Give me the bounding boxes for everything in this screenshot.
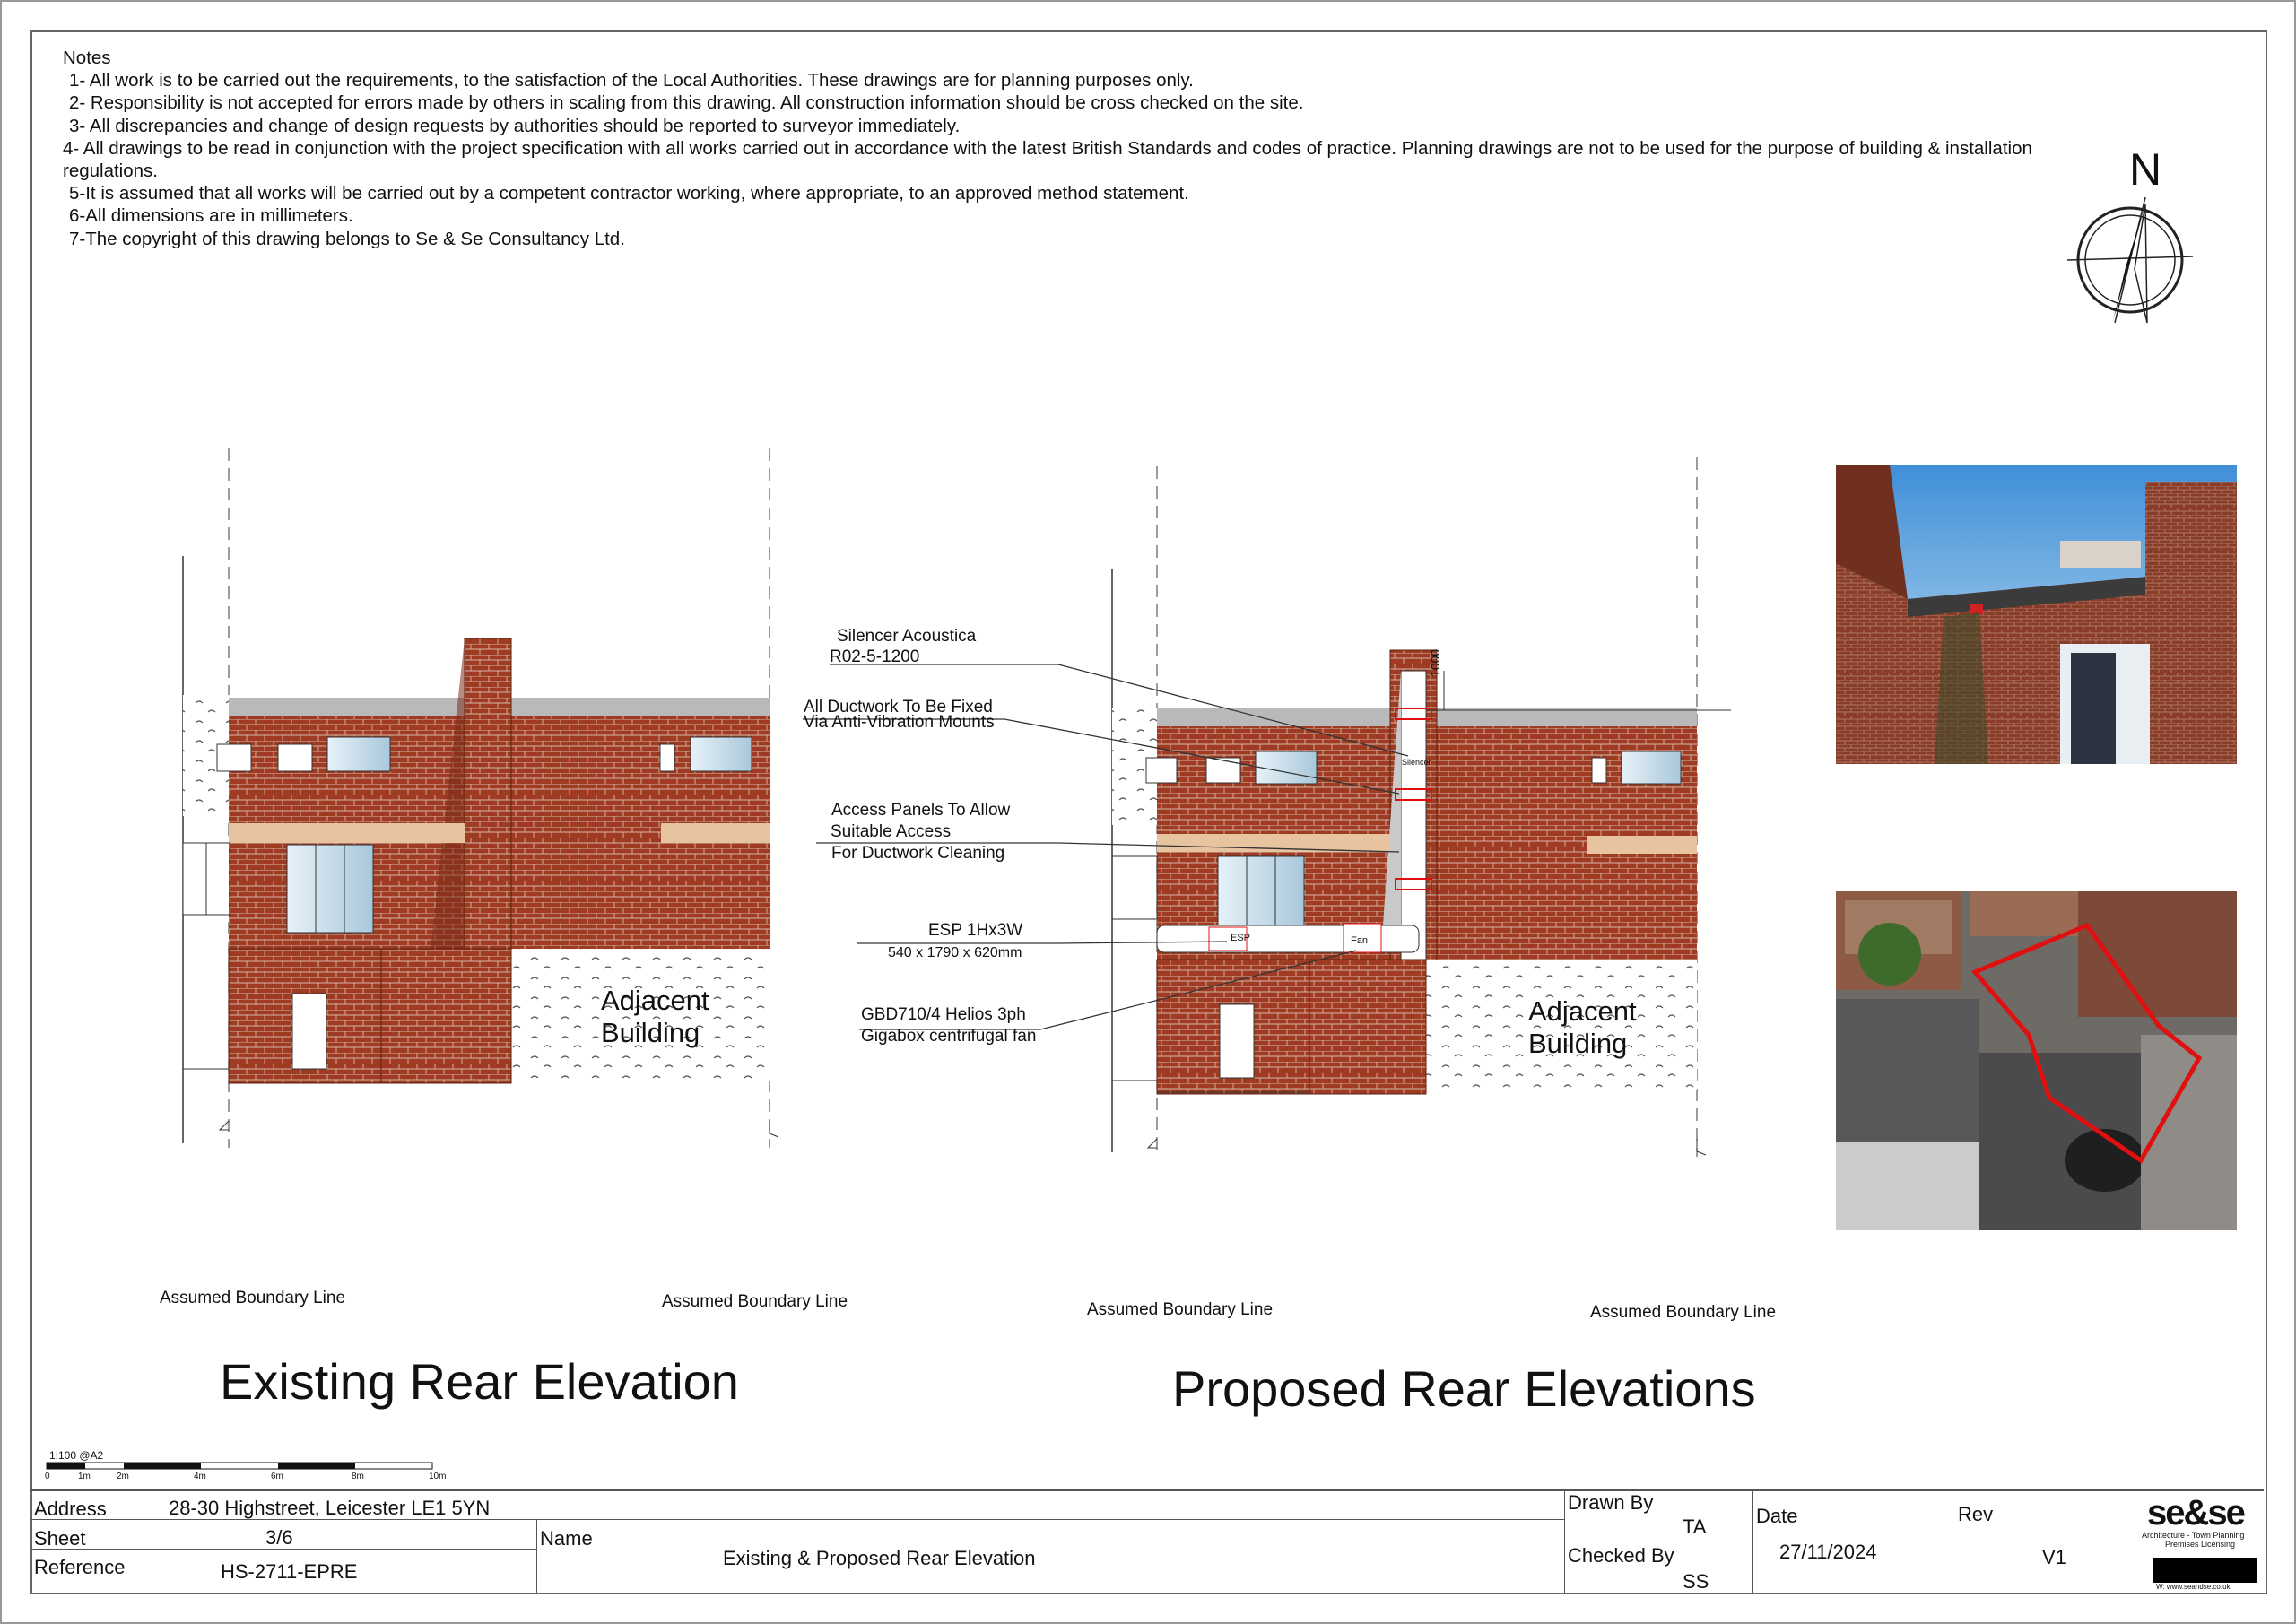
silencer-tag: Silencer bbox=[1402, 758, 1431, 767]
address-value: 28-30 Highstreet, Leicester LE1 5YN bbox=[169, 1497, 491, 1519]
drawn-by-label: Drawn By bbox=[1568, 1491, 1654, 1514]
north-label: N bbox=[2129, 144, 2162, 195]
boundary-label-1: Assumed Boundary Line bbox=[160, 1289, 346, 1307]
boundary-label-4: Assumed Boundary Line bbox=[1590, 1303, 1777, 1322]
note-item-3: 3- All discrepancies and change of design requests by authorities should be reported to surveyor immediately. bbox=[69, 115, 961, 136]
date-label: Date bbox=[1756, 1505, 1798, 1527]
existing-adjacent-line-1: Adjacent bbox=[601, 985, 709, 1016]
boundary-label-2: Assumed Boundary Line bbox=[662, 1292, 848, 1311]
drawn-by-value: TA bbox=[1683, 1515, 1707, 1538]
silencer-line-1: Silencer Acoustica bbox=[837, 627, 977, 646]
proposed-adjacent-line-2: Building bbox=[1528, 1028, 1628, 1059]
logo-wordmark: se&se bbox=[2147, 1493, 2244, 1533]
title-block bbox=[30, 1489, 2264, 1593]
name-value: Existing & Proposed Rear Elevation bbox=[723, 1547, 1036, 1569]
reference-value: HS-2711-EPRE bbox=[221, 1560, 358, 1583]
notes-block bbox=[63, 47, 2126, 250]
existing-elevation-title: Existing Rear Elevation bbox=[220, 1353, 739, 1410]
site-photo-rear bbox=[1836, 465, 2237, 764]
rev-value: V1 bbox=[2042, 1546, 2066, 1568]
sheet-label: Sheet bbox=[34, 1527, 86, 1550]
fan-line-2: Gigabox centrifugal fan bbox=[861, 1027, 1037, 1046]
scale-tick-2m: 2m bbox=[117, 1472, 129, 1481]
existing-elevation-drawing bbox=[161, 439, 789, 1157]
fan-annotation bbox=[861, 1004, 1036, 1047]
scale-label: 1:100 @A2 bbox=[49, 1449, 104, 1462]
logo-sub-1: Architecture - Town Planning bbox=[2142, 1531, 2245, 1540]
scale-tick-4m: 4m bbox=[194, 1472, 206, 1481]
ductwork-line-2: Via Anti-Vibration Mounts bbox=[804, 713, 995, 732]
fan-line-1: GBD710/4 Helios 3ph bbox=[861, 1005, 1026, 1024]
rev-label: Rev bbox=[1958, 1503, 1994, 1525]
esp-tag: ESP bbox=[1231, 933, 1251, 943]
fan-tag: Fan bbox=[1351, 935, 1368, 946]
date-value: 27/11/2024 bbox=[1779, 1541, 1877, 1563]
proposed-adjacent-line-1: Adjacent bbox=[1528, 995, 1637, 1027]
silencer-line-2: R02-5-1200 bbox=[830, 647, 920, 666]
access-annotation bbox=[831, 800, 1010, 864]
proposed-elevation-title: Proposed Rear Elevations bbox=[1172, 1360, 1756, 1417]
reference-label: Reference bbox=[34, 1556, 126, 1578]
logo-sub-2: Premises Licensing bbox=[2165, 1540, 2236, 1549]
note-item-1: 1- All work is to be carried out the requirements, to the satisfaction of the Local Authorities. These drawings are for planning purposes only. bbox=[69, 70, 1194, 91]
address-label: Address bbox=[34, 1498, 107, 1520]
checked-by-label: Checked By bbox=[1568, 1544, 1674, 1567]
scale-bar bbox=[45, 1462, 457, 1474]
checked-by-value: SS bbox=[1683, 1570, 1709, 1593]
esp-annotation: ESP 1Hx3W bbox=[928, 921, 1023, 940]
site-aerial-photo bbox=[1836, 891, 2237, 1230]
scale-tick-10m: 10m bbox=[429, 1472, 447, 1481]
access-line-1: Access Panels To Allow bbox=[831, 801, 1011, 820]
name-label: Name bbox=[540, 1527, 593, 1550]
ductwork-annotation bbox=[804, 699, 995, 730]
sheet-value: 3/6 bbox=[265, 1526, 293, 1549]
notes-heading: Notes bbox=[63, 48, 111, 68]
ductwork-line-1: All Ductwork To Be Fixed bbox=[804, 698, 993, 716]
company-logo bbox=[2138, 1491, 2262, 1593]
note-item-5: 5-It is assumed that all works will be carried out by a competent contractor working, where appropriate, to an approved method statement. bbox=[69, 183, 1189, 204]
proposed-adjacent-label bbox=[1528, 995, 1637, 1060]
note-item-7: 7-The copyright of this drawing belongs to Se & Se Consultancy Ltd. bbox=[69, 228, 625, 249]
scale-tick-6m: 6m bbox=[271, 1472, 283, 1481]
note-item-2: 2- Responsibility is not accepted for errors made by others in scaling from this drawing. All construction information should be cross checked on the site. bbox=[69, 92, 1304, 114]
scale-tick-8m: 8m bbox=[352, 1472, 364, 1481]
compass-icon bbox=[2063, 197, 2197, 332]
boundary-label-3: Assumed Boundary Line bbox=[1087, 1300, 1274, 1319]
proposed-elevation-drawing bbox=[1103, 448, 1749, 1166]
silencer-annotation bbox=[830, 626, 977, 667]
note-item-6: 6-All dimensions are in millimeters. bbox=[69, 205, 353, 227]
logo-web: W: www.seandse.co.uk bbox=[2156, 1583, 2231, 1591]
esp-dimensions: 540 x 1790 x 620mm bbox=[888, 945, 1022, 960]
logo-black-bar bbox=[2152, 1558, 2257, 1583]
access-line-2: Suitable Access bbox=[831, 822, 952, 841]
existing-adjacent-line-2: Building bbox=[601, 1017, 700, 1048]
scale-tick-1m: 1m bbox=[78, 1472, 91, 1481]
north-arrow bbox=[2063, 143, 2197, 332]
access-line-3: For Ductwork Cleaning bbox=[831, 844, 1005, 863]
duct-height-dim: 1000 bbox=[1428, 648, 1442, 677]
note-item-4: 4- All drawings to be read in conjunction with the project specification with all works carried out in accordance with the latest British Standards and codes of practice. Planning drawings are not to be used for the purpose of building & installation regulations. bbox=[63, 137, 2032, 182]
scale-tick-0: 0 bbox=[45, 1472, 50, 1481]
existing-adjacent-label bbox=[601, 985, 709, 1049]
